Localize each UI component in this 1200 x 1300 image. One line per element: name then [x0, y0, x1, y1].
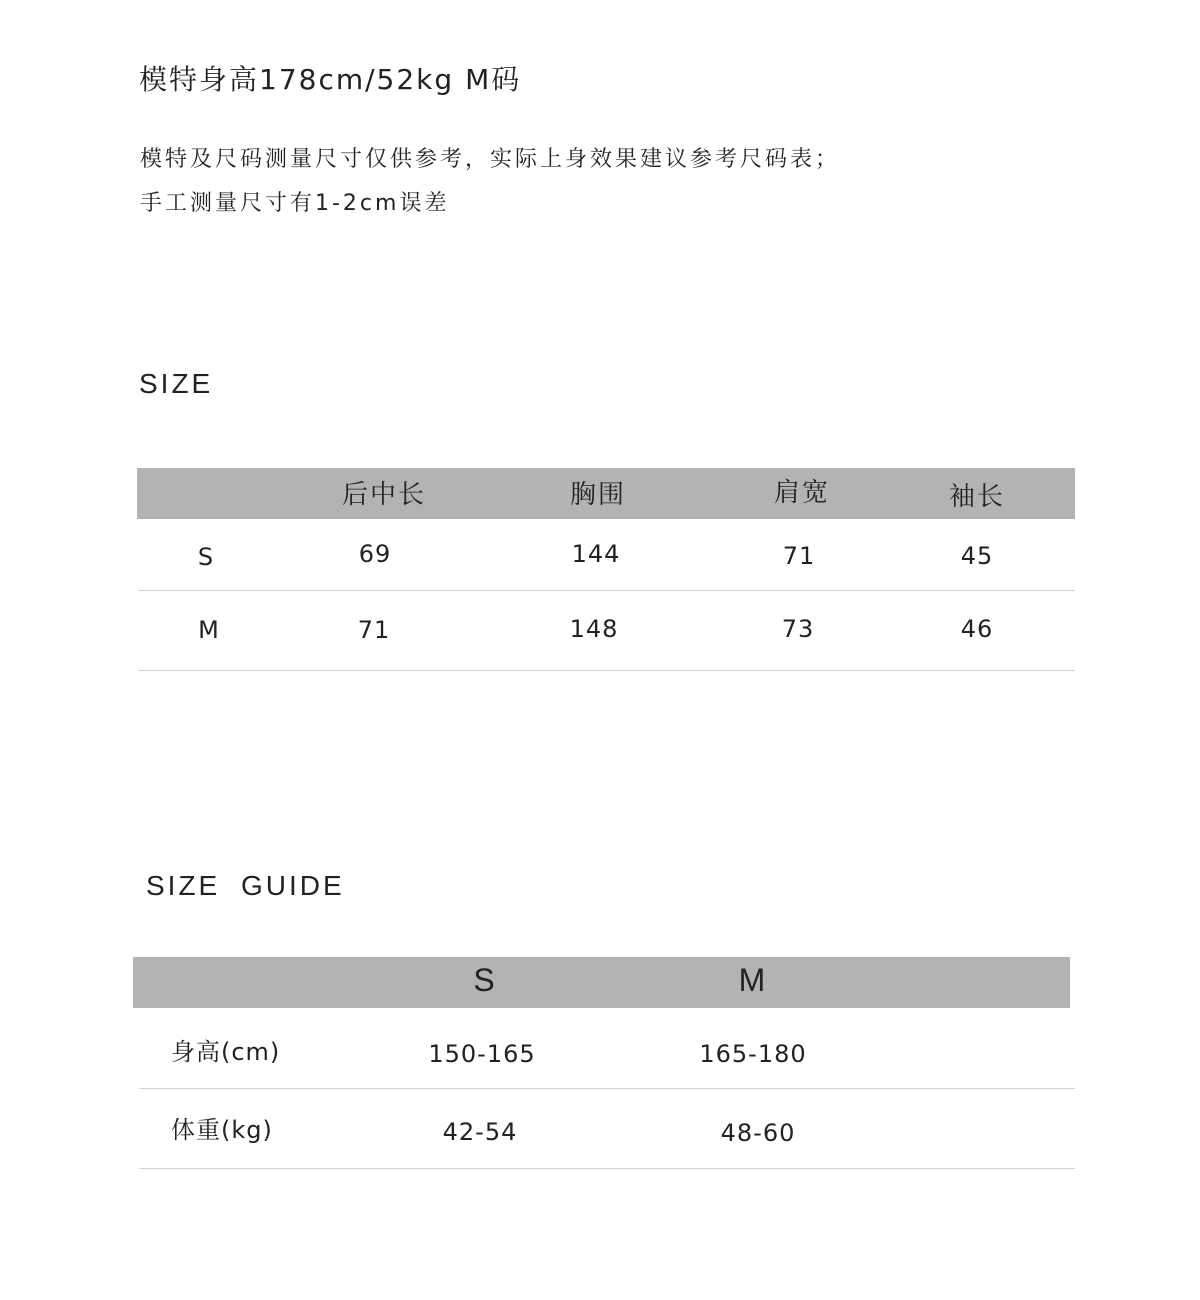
size-row-s-length: 69 — [358, 540, 392, 568]
guide-row-weight-label: 体重(kg) — [171, 1116, 273, 1144]
guide-row-divider — [140, 1088, 1075, 1089]
guide-row-weight-m: 48-60 — [720, 1119, 796, 1147]
size-row-s-label: S — [197, 543, 215, 571]
size-row-m-chest: 148 — [569, 615, 619, 643]
size-row-s-shoulder: 71 — [782, 542, 816, 570]
size-header-sleeve: 袖长 — [948, 482, 1006, 512]
size-row-m-sleeve: 46 — [960, 615, 994, 643]
guide-header-m: M — [738, 962, 768, 998]
guide-row-height-s: 150-165 — [428, 1040, 536, 1068]
size-header-length: 后中长 — [341, 480, 427, 510]
size-header-chest: 胸围 — [569, 480, 627, 510]
guide-row-height-label: 身高(cm) — [171, 1038, 281, 1066]
guide-row-height-m: 165-180 — [699, 1040, 807, 1068]
size-table — [137, 468, 1075, 673]
size-header-shoulder: 肩宽 — [773, 478, 831, 508]
size-row-m-shoulder: 73 — [781, 615, 815, 643]
size-row-divider — [138, 590, 1075, 591]
size-section-title: SIZE — [139, 368, 214, 399]
size-guide-header — [133, 957, 1070, 1008]
size-row-m-length: 71 — [357, 616, 391, 644]
model-info: 模特身高178cm/52kg M码 — [139, 63, 522, 96]
size-row-s-chest: 144 — [571, 540, 621, 568]
guide-row-weight-s: 42-54 — [442, 1118, 518, 1146]
size-row-m-label: M — [198, 616, 220, 644]
size-table-bottom-rule — [138, 670, 1075, 671]
size-guide-table — [133, 957, 1075, 1172]
size-row-s-sleeve: 45 — [960, 542, 994, 570]
size-guide-bottom-rule — [140, 1168, 1075, 1169]
guide-header-s: S — [473, 962, 497, 998]
size-note — [140, 138, 840, 226]
size-note-line-2: 手工测量尺寸有1-2cm误差 — [140, 191, 450, 216]
size-guide-title: SIZE GUIDE — [146, 870, 345, 901]
size-note-line-1: 模特及尺码测量尺寸仅供参考，实际上身效果建议参考尺码表； — [140, 147, 841, 172]
